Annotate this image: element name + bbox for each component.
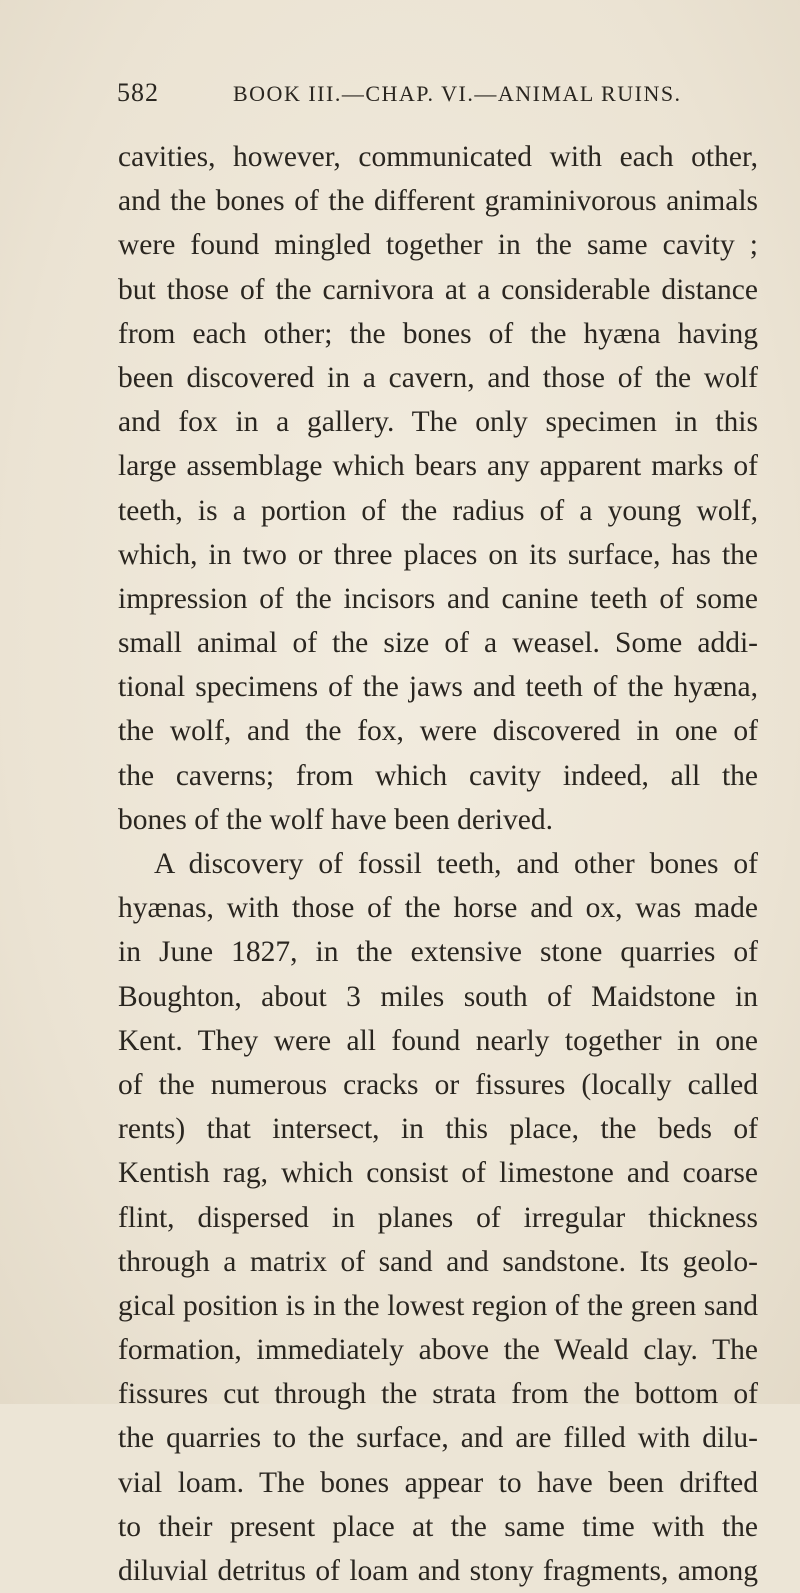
text-line: Boughton, about 3 miles south of Maidstone in xyxy=(118,980,758,1013)
page-number: 582 xyxy=(117,78,159,107)
text-line: through a matrix of sand and sandstone. Its geolo- xyxy=(118,1245,758,1278)
page-header xyxy=(117,78,737,118)
text-line: formation, immediately above the Weald clay. The xyxy=(118,1334,758,1367)
text-line: fissures cut through the strata from the bottom of xyxy=(118,1378,758,1411)
text-line: and fox in a gallery. The only specimen in this xyxy=(118,406,758,439)
text-line: cavities, however, communicated with each other, xyxy=(118,141,758,173)
text-line: Kentish rag, which consist of limestone and coarse xyxy=(118,1157,758,1190)
text-line: tional specimens of the jaws and teeth of the hyæna, xyxy=(118,671,758,704)
text-line: to their present place at the same time with the xyxy=(118,1510,758,1543)
text-line: the caverns; from which cavity indeed, all the xyxy=(118,759,758,792)
text-line: were found mingled together in the same cavity ; xyxy=(118,229,758,262)
running-head: BOOK III.—CHAP. VI.—ANIMAL RUINS. xyxy=(233,81,682,106)
text-line: of the numerous cracks or fissures (locally called xyxy=(118,1068,758,1101)
text-line: from each other; the bones of the hyæna having xyxy=(118,317,758,350)
text-line: flint, dispersed in planes of irregular thickness xyxy=(118,1201,758,1234)
text-line: bones of the wolf have been derived. xyxy=(118,803,553,836)
text-line: gical position is in the lowest region of the green sand xyxy=(118,1289,758,1322)
text-line: and the bones of the different graminivorous animals xyxy=(118,185,758,218)
text-line: diluvial detritus of loam and stony fragments, among xyxy=(118,1555,758,1587)
text-line: the wolf, and the fox, were discovered in one of xyxy=(118,715,758,748)
text-line: impression of the incisors and canine teeth of some xyxy=(118,582,758,615)
text-line: large assemblage which bears any apparent marks of xyxy=(118,450,758,483)
text-line: been discovered in a cavern, and those of the wolf xyxy=(118,361,758,394)
text-line: vial loam. The bones appear to have been drifted xyxy=(118,1466,758,1499)
text-line: which, in two or three places on its surface, has the xyxy=(118,538,758,571)
text-line: small animal of the size of a weasel. Some addi- xyxy=(118,627,758,660)
text-line: the quarries to the surface, and are filled with dilu- xyxy=(118,1422,758,1455)
text-line: A discovery of fossil teeth, and other bones of xyxy=(154,848,758,880)
text-line: but those of the carnivora at a considerable distance xyxy=(118,273,758,306)
text-line: in June 1827, in the extensive stone quarries of xyxy=(118,936,758,969)
text-line: rents) that intersect, in this place, the beds of xyxy=(118,1113,758,1146)
body-text xyxy=(118,135,758,1593)
text-line: Kent. They were all found nearly together in one xyxy=(118,1024,758,1057)
text-line: hyænas, with those of the horse and ox, was made xyxy=(118,892,758,925)
text-line: teeth, is a portion of the radius of a young wolf, xyxy=(118,494,758,527)
